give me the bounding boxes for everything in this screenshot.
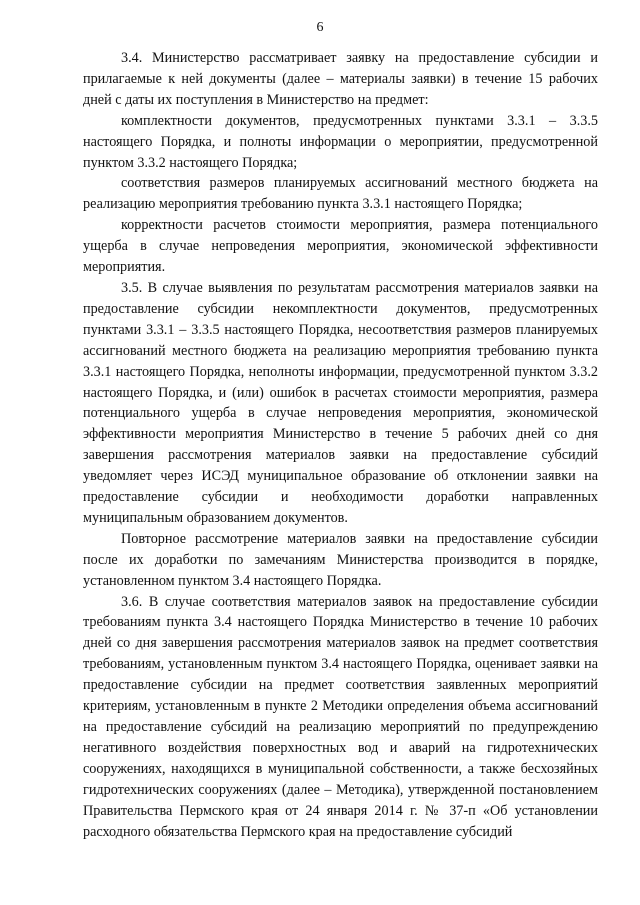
paragraph-completeness: комплектности документов, предусмотренных пунктами 3.3.1 – 3.3.5 настоящего Порядка, и полноты информации о мероприятии, предусмотренной пунктом 3.3.2 настоящего Порядка; <box>83 112 598 171</box>
paragraph-budget-compliance: соответствия размеров планируемых ассигнований местного бюджета на реализацию мероприятия требованию пункта 3.3.1 настоящего Порядка; <box>83 175 598 213</box>
paragraph-calculation-correctness: корректности расчетов стоимости мероприятия, размера потенциального ущерба в случае непроведения мероприятия, экономической эффективности мероприятия. <box>83 217 598 276</box>
paragraph-3-5: 3.5. В случае выявления по результатам рассмотрения материалов заявки на предоставление субсидии некомплектности документов, предусмотренных пунктами 3.3.1 – 3.3.5 настоящего Порядка, несоответствия размеров планируемых ассигнований местного бюджета на реализацию мероприятия требованию пункта 3.3.1 настоящего Порядка, неполноты информации, предусмотренной пунктом 3.3.2 настоящего Порядка, и (или) ошибок в расчетах стоимости мероприятия, размера потенциального ущерба в случае непроведения мероприятия, экономической эффективности мероприятия Министерство в течение 5 рабочих дней со дня завершения рассмотрения материалов заявки на предоставление субсидий уведомляет через ИСЭД муниципальное образование об отклонении заявки на предоставление субсидии и необходимости доработки направленных муниципальным образованием документов. <box>83 279 598 526</box>
page-number: 6 <box>316 20 324 35</box>
paragraph-3-6: 3.6. В случае соответствия материалов заявок на предоставление субсидии требованиям пункта 3.4 настоящего Порядка Министерство в течение 10 рабочих дней со дня завершения рассмотрения материалов заявок на предмет соответствия требованиям, установленным пунктом 3.4 настоящего Порядка, оценивает заявки на предоставление субсидии на предмет соответствия заявленных мероприятий критериям, установленным в пункте 2 Методики определения объема ассигнований на предоставление субсидий на реализацию мероприятий по предупреждению негативного воздействия поверхностных вод и аварий на гидротехнических сооружениях, находящихся в муниципальной собственности, а также бесхозяйных гидротехнических сооружениях (далее – Методика), утвержденной постановлением Правительства Пермского края от 24 января 2014 г. № 37-п «Об установлении расходного обязательства Пермского края на предоставление субсидий <box>83 593 598 840</box>
document-body <box>83 48 598 842</box>
paragraph-3-4: 3.4. Министерство рассматривает заявку на предоставление субсидии и прилагаемые к ней документы (далее – материалы заявки) в течение 15 рабочих дней с даты их поступления в Министерство на предмет: <box>83 50 598 108</box>
paragraph-resubmission: Повторное рассмотрение материалов заявки на предоставление субсидии после их доработки по замечаниям Министерства производится в порядке, установленном пунктом 3.4 настоящего Порядка. <box>83 530 598 589</box>
